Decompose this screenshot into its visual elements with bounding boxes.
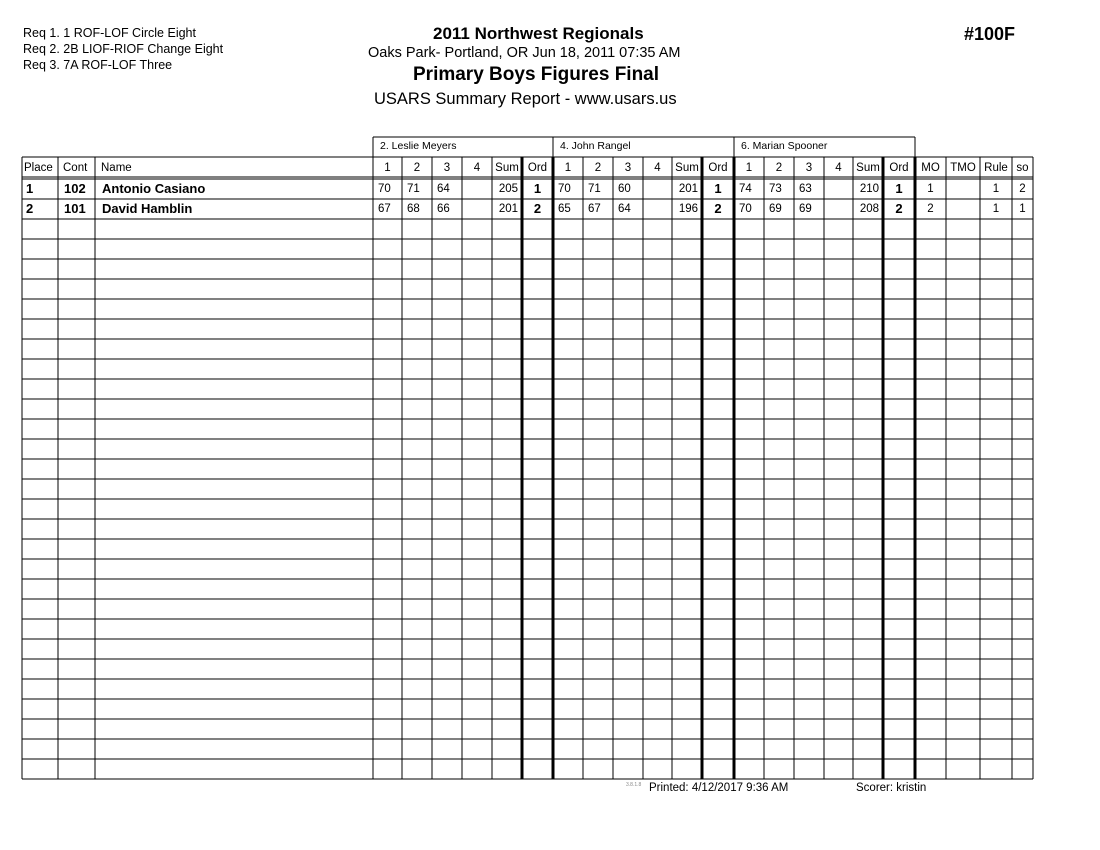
- score-fig3: 60: [618, 183, 631, 195]
- column-header-judge2-ord: Ord: [708, 162, 728, 174]
- column-header-place: Place: [24, 162, 53, 174]
- ordinal: 2: [714, 201, 722, 216]
- location-date: Oaks Park- Portland, OR Jun 18, 2011 07:35 AM: [368, 45, 681, 61]
- event-title: 2011 Northwest Regionals: [433, 24, 644, 43]
- score-fig1: 70: [739, 203, 752, 215]
- score-fig3: 69: [799, 203, 812, 215]
- place-cell: 1: [26, 181, 34, 196]
- scorer-label: Scorer: kristin: [856, 782, 927, 794]
- score-sum: 201: [498, 203, 518, 215]
- score-fig4: [467, 179, 491, 199]
- score-fig1: 70: [378, 183, 391, 195]
- column-header-judge1-3: 3: [443, 162, 451, 174]
- requirement-3: Req 3. 7A ROF-LOF Three: [23, 58, 173, 72]
- score-fig2: 71: [407, 183, 420, 195]
- column-header-judge3-4: 4: [835, 162, 842, 174]
- majority-ordinal: 1: [927, 183, 934, 195]
- column-header-judge2-2: 2: [594, 162, 602, 174]
- score-sum: 201: [678, 183, 698, 195]
- score-fig2: 67: [588, 203, 601, 215]
- score-fig4: [829, 199, 853, 219]
- score-fig3: 63: [799, 183, 812, 195]
- skater-name: Antonio Casiano: [102, 181, 206, 196]
- column-header-name: Name: [101, 162, 132, 174]
- column-header-judge2-4: 4: [654, 162, 661, 174]
- column-header-judge3-ord: Ord: [889, 162, 909, 174]
- column-header-judge2-sum: Sum: [675, 162, 699, 174]
- printed-timestamp: Printed: 4/12/2017 9:36 AM: [649, 782, 789, 794]
- column-header-judge1-sum: Sum: [495, 162, 519, 174]
- competition-title: Primary Boys Figures Final: [413, 64, 660, 85]
- contestant-number: 102: [64, 181, 86, 196]
- score-sum: 210: [859, 183, 879, 195]
- column-header-judge2-1: 1: [564, 162, 572, 174]
- ordinal: 1: [895, 181, 903, 196]
- so-cell: 2: [1019, 183, 1026, 195]
- column-header-mo: MO: [921, 162, 940, 174]
- column-header-judge3-2: 2: [775, 162, 783, 174]
- score-fig3: 66: [437, 203, 450, 215]
- score-sum: 208: [859, 203, 879, 215]
- column-header-cont: Cont: [63, 162, 88, 174]
- report-type: USARS Summary Report - www.usars.us: [374, 90, 677, 108]
- skater-name: David Hamblin: [102, 201, 193, 216]
- column-header-tmo: TMO: [950, 162, 976, 174]
- score-fig1: 70: [558, 183, 571, 195]
- ordinal: 1: [533, 181, 542, 196]
- score-fig3: 64: [437, 183, 450, 195]
- column-header-judge1-1: 1: [384, 162, 391, 174]
- score-fig2: 71: [588, 183, 601, 195]
- requirement-1: Req 1. 1 ROF-LOF Circle Eight: [23, 26, 196, 40]
- column-header-judge2-3: 3: [624, 162, 632, 174]
- score-fig2: 69: [769, 203, 782, 215]
- ordinal: 2: [533, 201, 542, 216]
- column-header-judge1-ord: Ord: [527, 162, 548, 174]
- column-header-so: so: [1016, 162, 1029, 174]
- column-header-judge3-1: 1: [745, 162, 753, 174]
- so-cell: 1: [1019, 203, 1026, 215]
- rule-cell: 1: [992, 203, 1000, 215]
- score-fig1: 74: [739, 183, 752, 195]
- score-sum: 205: [498, 183, 518, 195]
- score-fig1: 65: [558, 203, 571, 215]
- place-cell: 2: [26, 201, 34, 216]
- requirement-2: Req 2. 2B LIOF-RIOF Change Eight: [23, 42, 224, 56]
- column-header-judge1-2: 2: [413, 162, 421, 174]
- score-fig3: 64: [618, 203, 631, 215]
- score-fig2: 73: [769, 183, 782, 195]
- score-fig4: [648, 179, 672, 199]
- score-fig1: 67: [378, 203, 391, 215]
- score-fig4: [467, 199, 491, 219]
- column-header-judge3-sum: Sum: [856, 162, 880, 174]
- column-header-judge1-4: 4: [473, 162, 481, 174]
- event-number: #100F: [964, 24, 1016, 44]
- score-fig4: [829, 179, 853, 199]
- ordinal: 2: [895, 201, 903, 216]
- majority-ordinal: 2: [927, 203, 934, 215]
- total-majority-ordinal: [946, 199, 980, 219]
- score-fig4: [648, 199, 672, 219]
- score-sum: 196: [678, 203, 698, 215]
- column-header-judge3-3: 3: [805, 162, 813, 174]
- score-fig2: 68: [407, 203, 420, 215]
- column-header-rule: Rule: [984, 162, 1008, 174]
- rule-cell: 1: [992, 183, 1000, 195]
- total-majority-ordinal: [946, 179, 980, 199]
- ordinal: 1: [714, 181, 722, 196]
- judge-label: 6. Marian Spooner: [741, 140, 828, 152]
- judge-label: 4. John Rangel: [560, 140, 631, 152]
- contestant-number: 101: [64, 201, 86, 216]
- judge-label: 2. Leslie Meyers: [380, 140, 457, 152]
- version-label: 3.8.1.8: [626, 782, 642, 788]
